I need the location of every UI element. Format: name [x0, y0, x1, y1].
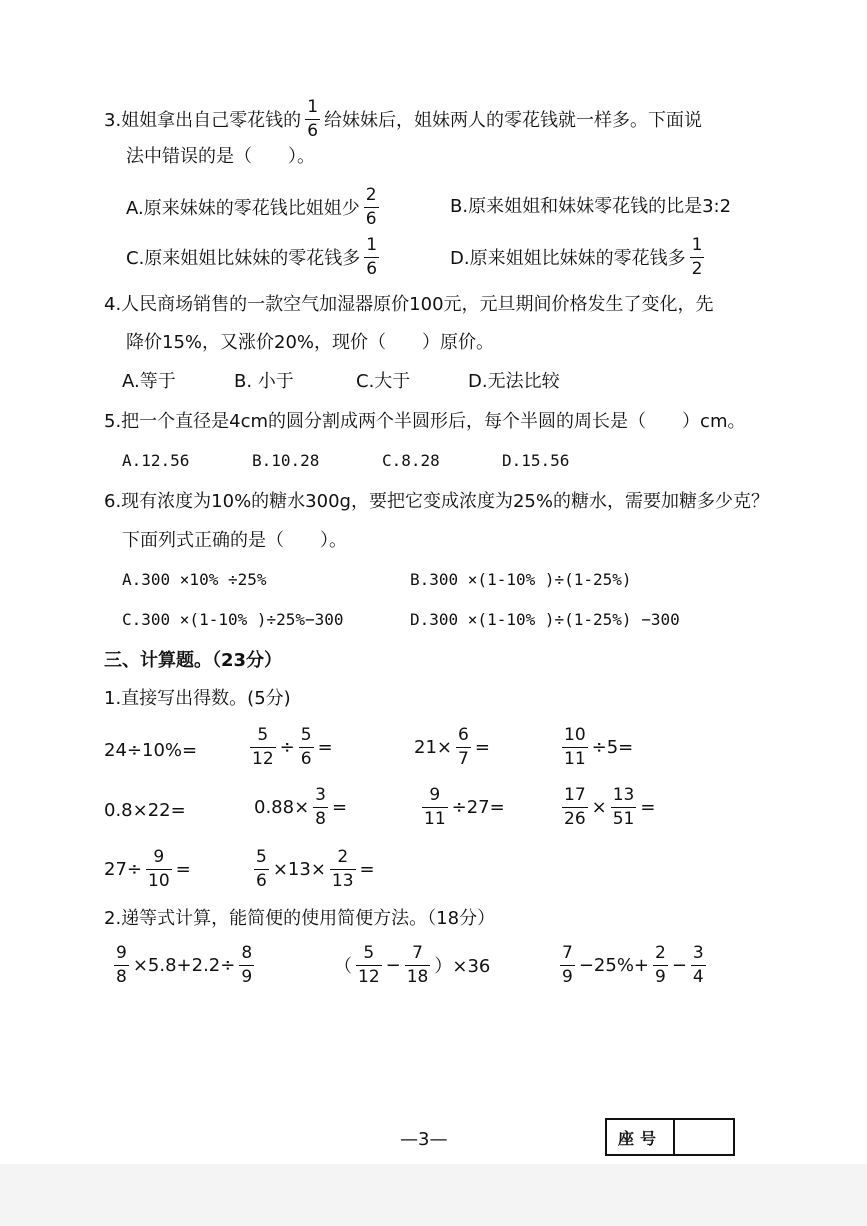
q4-option-c: C.大于 [356, 371, 411, 392]
q3-option-b: B.原来姐姐和妹妹零花钱的比是3:2 [450, 196, 732, 217]
q6-option-a: A.300 ×10% ÷25% [122, 570, 267, 589]
q6-option-d: D.300 ×(1-10% )÷(1-25%) −300 [410, 610, 680, 629]
q4-option-d: D.无法比较 [468, 371, 560, 392]
q4-line1: 4.人民商场销售的一款空气加湿器原价100元，元旦期间价格发生了变化，先 [104, 294, 714, 315]
q4-line2: 降价15%，又涨价20%，现价（ ）原价。 [126, 332, 495, 353]
calc-item-c2: $\frac{5}{6}$ ×13× $\frac{2}{13}$ = [256, 847, 375, 891]
expression-2: （ $\frac{5}{12}$ − $\frac{7}{18}$ ）×36 [334, 943, 491, 987]
q3-option-d-fraction: $\frac{1}{2}$ [691, 235, 703, 279]
q3-line1 [104, 98, 702, 140]
page-number: —3— [400, 1129, 448, 1150]
q6-line1: 6.现有浓度为10%的糖水300g，要把它变成浓度为25%的糖水，需要加糖多少克？ [104, 491, 769, 512]
q3-fraction: $\frac{1}{6}$ [307, 97, 319, 141]
calc-item-b1: 0.8×22= [104, 800, 186, 821]
q3-option-a-fraction: $\frac{2}{6}$ [365, 185, 377, 229]
seat-number-label: 座号 [607, 1120, 675, 1154]
q3-option-c-fraction: $\frac{1}{6}$ [366, 235, 378, 279]
q3-option-d: D.原来姐姐比妹妹的零花钱多 $\frac{1}{2}$ [450, 235, 703, 279]
q3-line2: 法中错误的是（ ）。 [126, 146, 315, 167]
q3-option-c: C.原来姐姐比妹妹的零花钱多 $\frac{1}{6}$ [126, 235, 378, 279]
section3-part1-heading: 1.直接写出得数。(5分) [104, 688, 291, 709]
calc-item-a3: 21× $\frac{6}{7}$ = [414, 725, 490, 769]
expression-3: $\frac{7}{9}$ −25%+ $\frac{2}{9}$ − $\frac{3}{4}$ [562, 943, 704, 987]
q5-line1: 5.把一个直径是4cm的圆分割成两个半圆形后，每个半圆的周长是（ ）cm。 [104, 411, 746, 432]
q4-option-b: B. 小于 [234, 371, 294, 392]
q5-option-c: C.8.28 [382, 451, 440, 470]
seat-number-box [605, 1118, 735, 1156]
calc-item-c1: 27÷ $\frac{9}{10}$ = [104, 847, 191, 891]
expression-1: $\frac{9}{8}$ ×5.8+2.2÷ $\frac{8}{9}$ [116, 943, 253, 987]
q3-text-pre: 3.姐姐拿出自己零花钱的 [104, 110, 302, 132]
section3-heading: 三、计算题。（23分） [104, 650, 283, 671]
q6-line2: 下面列式正确的是（ ）。 [122, 530, 347, 551]
seat-number-field[interactable] [675, 1120, 733, 1154]
calc-item-a2: $\frac{5}{12}$ ÷ $\frac{5}{6}$ = [252, 725, 333, 769]
q4-option-a: A.等于 [122, 371, 176, 392]
q5-option-d: D.15.56 [502, 451, 570, 470]
q6-option-b: B.300 ×(1-10% )÷(1-25%) [410, 570, 632, 589]
q3-text-post: 给妹妹后，姐妹两人的零花钱就一样多。下面说 [324, 110, 703, 132]
q5-option-a: A.12.56 [122, 451, 190, 470]
calc-item-a1: 24÷10%= [104, 740, 198, 761]
q3-option-a: A.原来妹妹的零花钱比姐姐少 $\frac{2}{6}$ [126, 185, 377, 229]
q5-option-b: B.10.28 [252, 451, 320, 470]
calc-item-a4: $\frac{10}{11}$ ÷5= [564, 725, 634, 769]
q6-option-c: C.300 ×(1-10% )÷25%−300 [122, 610, 344, 629]
calc-item-b4: $\frac{17}{26}$ × $\frac{13}{51}$ = [564, 785, 656, 829]
calc-item-b2: 0.88× $\frac{3}{8}$ = [254, 785, 348, 829]
calc-item-b3: $\frac{9}{11}$ ÷27= [424, 785, 505, 829]
page-bottom-margin [0, 1164, 867, 1226]
section3-part2-heading: 2.递等式计算，能简便的使用简便方法。（18分） [104, 908, 496, 929]
